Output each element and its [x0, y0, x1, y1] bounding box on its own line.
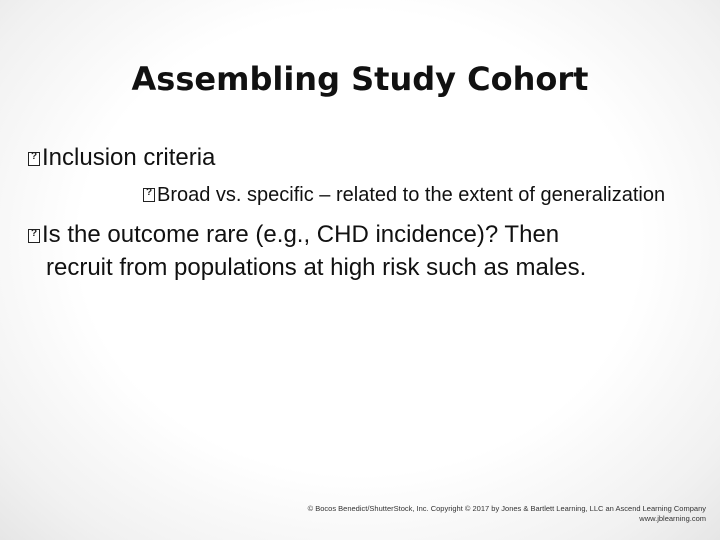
sub-bullet-broad-vs-specific [143, 184, 665, 207]
copyright-line: © Bocos Benedict/ShutterStock, Inc. Copyright © 2017 by Jones & Bartlett Learning, LLC an Ascend Learning Company [307, 504, 706, 513]
sub-bullet-text: Broad vs. specific – related to the extent of generalization [157, 184, 666, 206]
bullet-text-line-1: Is the outcome rare (e.g., CHD incidence)? Then [42, 221, 560, 248]
bullet-text-line-2: recruit from populations at high risk such as males. [46, 254, 587, 281]
bullet-text: Inclusion criteria [42, 144, 216, 171]
missing-glyph-icon [143, 188, 155, 202]
bullet-inclusion-criteria [28, 144, 215, 172]
publisher-url: www.jblearning.com [639, 514, 706, 523]
copyright-footer [186, 504, 706, 524]
slide-title: Assembling Study Cohort [131, 60, 589, 98]
missing-glyph-icon [28, 152, 40, 166]
bullet-outcome-rare-continued [46, 254, 586, 282]
missing-glyph-icon [28, 229, 40, 243]
bullet-outcome-rare [28, 221, 559, 249]
